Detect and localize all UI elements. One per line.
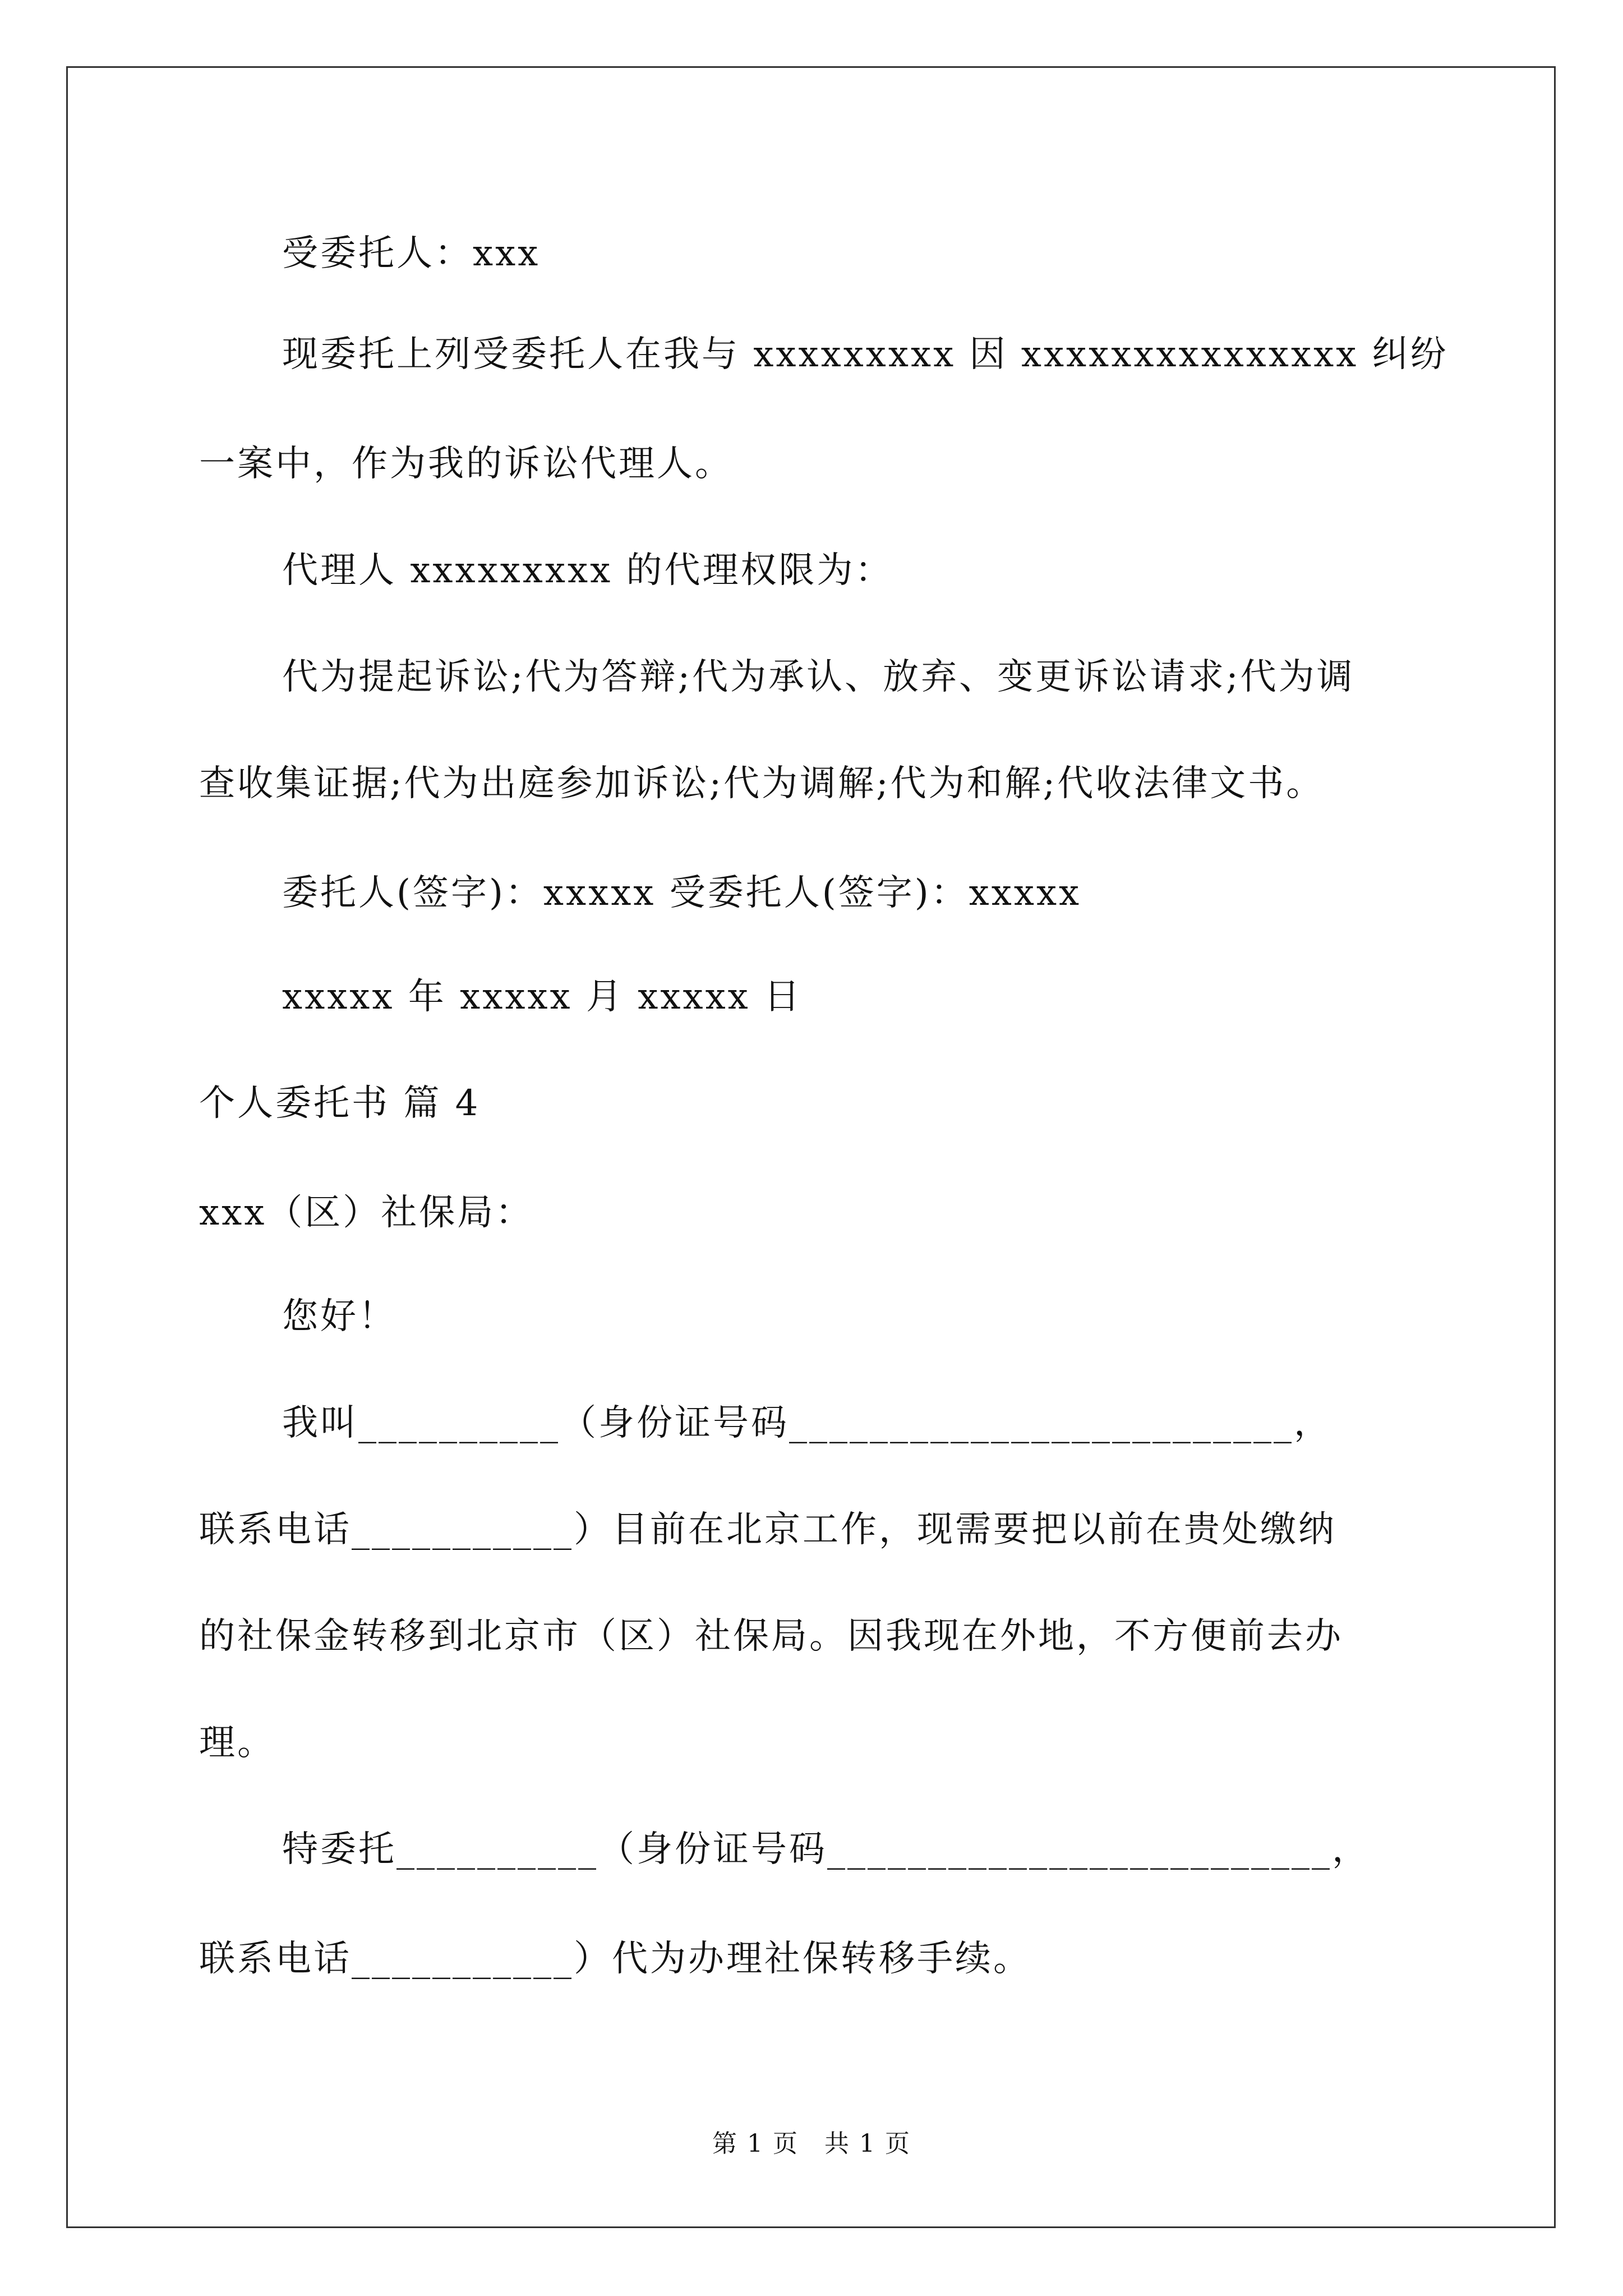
- paragraph-line: 我叫__________（身份证号码_________________________，: [282, 1402, 1332, 1444]
- paragraph-line: 理。: [199, 1722, 275, 1764]
- paragraph-line: 的社保金转移到北京市（区）社保局。因我现在外地，不方便前去办: [199, 1616, 1343, 1657]
- page-footer: 第 1 页 共 1 页: [712, 2129, 911, 2158]
- paragraph-line: 查收集证据;代为出庭参加诉讼;代为调解;代为和解;代收法律文书。: [199, 763, 1325, 804]
- paragraph-line: 一案中，作为我的诉讼代理人。: [199, 443, 733, 485]
- paragraph-line: 联系电话___________）代为办理社保转移手续。: [199, 1938, 1031, 1980]
- section-heading: 个人委托书 篇 4: [199, 1083, 481, 1124]
- signature-line: 委托人(签字)：xxxxx 受委托人(签字)：xxxxx: [282, 872, 1082, 914]
- page-border: [66, 66, 1556, 2228]
- addressee-line: xxx（区）社保局：: [199, 1192, 534, 1234]
- greeting-line: 您好！: [282, 1296, 396, 1337]
- paragraph-line: 代理人 xxxxxxxxx 的代理权限为：: [282, 550, 893, 591]
- paragraph-line: 代为提起诉讼;代为答辩;代为承认、放弃、变更诉讼请求;代为调: [282, 656, 1355, 698]
- paragraph-line: 现委托上列受委托人在我与 xxxxxxxxx 因 xxxxxxxxxxxxxxx 纠纷: [282, 334, 1449, 375]
- trustee-line: 受委托人：xxx: [282, 233, 541, 274]
- paragraph-line: 特委托__________（身份证号码_________________________，: [282, 1829, 1370, 1870]
- date-line: xxxxx 年 xxxxx 月 xxxxx 日: [282, 976, 803, 1018]
- paragraph-line: 联系电话___________）目前在北京工作，现需要把以前在贵处缴纳: [199, 1509, 1336, 1550]
